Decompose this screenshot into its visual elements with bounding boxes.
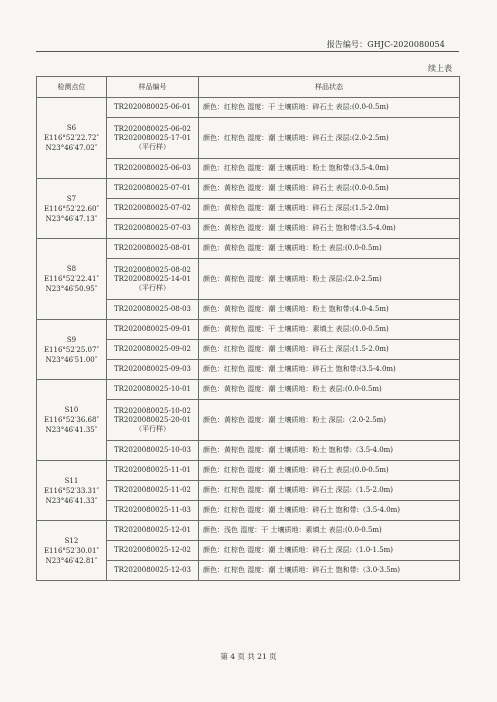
sample-code: TR2020080025-07-03 bbox=[113, 224, 192, 232]
sample-code: （平行样） bbox=[135, 142, 170, 151]
sampling-point-cell bbox=[37, 320, 107, 380]
page-footer: 第 4 页 共 21 页 bbox=[220, 652, 277, 661]
sample-status-cell: 颜色：黄棕色 湿度：潮 土壤质地：粉土 表层:(0.0-0.5m) bbox=[199, 239, 460, 259]
sample-code-cell bbox=[107, 380, 199, 400]
point-lat: N23°46′41.35″ bbox=[45, 426, 98, 434]
sample-code: TR2020080025-07-02 bbox=[113, 204, 192, 212]
sample-code-cell bbox=[107, 400, 199, 441]
point-name: S7 bbox=[66, 194, 77, 203]
sample-code: TR2020080025-09-01 bbox=[113, 325, 192, 333]
sample-status-cell: 颜色：浅色 湿度：干 土壤质地：素填土 表层:(0.0-0.5m) bbox=[199, 521, 460, 541]
point-lon: E116°52′25.07″ bbox=[43, 345, 100, 354]
sample-code-cell bbox=[107, 239, 199, 259]
header-status: 样品状态 bbox=[199, 77, 460, 98]
sample-code-cell bbox=[107, 320, 199, 340]
sample-code: TR2020080025-11-03 bbox=[113, 506, 192, 514]
point-name: S11 bbox=[64, 476, 79, 485]
sample-status-cell: 颜色：黄棕色 湿度：潮 土壤质地：碎石土 深层:(1.5-2.0m) bbox=[199, 199, 460, 219]
point-name: S12 bbox=[64, 536, 79, 545]
sampling-point-cell bbox=[37, 179, 107, 239]
sample-status-cell: 颜色：红棕色 湿度：潮 土壤质地：碎石土 深层:(1.5-2.0m) bbox=[199, 340, 460, 360]
sample-code: TR2020080025-06-02 bbox=[113, 124, 192, 133]
sample-code: TR2020080025-14-01 bbox=[113, 274, 192, 283]
table-body bbox=[37, 98, 460, 581]
point-lon: E116°52′22.41″ bbox=[43, 275, 100, 283]
table-row bbox=[37, 179, 460, 199]
point-name: S6 bbox=[66, 124, 77, 132]
sample-code: TR2020080025-12-03 bbox=[113, 566, 192, 574]
point-lat: N23°46′42.81″ bbox=[45, 556, 98, 565]
sample-code-cell bbox=[107, 501, 199, 521]
sample-code-cell bbox=[107, 521, 199, 541]
sample-code: TR2020080025-11-02 bbox=[113, 486, 192, 494]
sample-code-cell bbox=[107, 481, 199, 501]
sample-status-cell: 颜色：红棕色 湿度：潮 土壤质地：碎石土 表层:(0.0-0.5m) bbox=[199, 461, 460, 481]
sample-code-cell bbox=[107, 561, 199, 581]
sample-code: TR2020080025-09-02 bbox=[113, 345, 192, 353]
sampling-point-cell bbox=[37, 380, 107, 461]
point-lon: E116°52′36.68″ bbox=[43, 416, 100, 424]
header-rule bbox=[36, 51, 459, 52]
sampling-point-cell bbox=[37, 461, 107, 521]
sample-code: TR2020080025-10-02 bbox=[113, 406, 192, 415]
sampling-point-cell bbox=[37, 521, 107, 581]
sample-code-cell bbox=[107, 118, 199, 159]
header-point: 检测点位 bbox=[37, 77, 107, 98]
header-code: 样品编号 bbox=[107, 77, 199, 98]
sample-code-cell bbox=[107, 159, 199, 179]
sample-code: TR2020080025-12-02 bbox=[113, 546, 192, 554]
sample-status-cell: 颜色：黄棕色 湿度：潮 土壤质地：粉土 表层:(0.0-0.5m) bbox=[199, 380, 460, 400]
sample-status-cell: 颜色：红棕色 湿度：潮 土壤质地：碎石土 饱和带:（3.5-4.0m) bbox=[199, 501, 460, 521]
sample-code-cell bbox=[107, 219, 199, 239]
sample-code: TR2020080025-08-02 bbox=[113, 265, 192, 274]
sample-code: TR2020080025-10-03 bbox=[113, 446, 192, 454]
point-name: S8 bbox=[66, 265, 77, 273]
table-row bbox=[37, 461, 460, 481]
sample-code: TR2020080025-10-01 bbox=[113, 385, 192, 393]
sample-code: （平行样） bbox=[135, 283, 170, 292]
table-header-row bbox=[37, 77, 460, 98]
sample-code-cell bbox=[107, 98, 199, 118]
sample-code-cell bbox=[107, 461, 199, 481]
sample-code-cell bbox=[107, 340, 199, 360]
point-lon: E116°52′22.60″ bbox=[43, 204, 100, 213]
table-row bbox=[37, 239, 460, 259]
table-row bbox=[37, 98, 460, 118]
sample-code: TR2020080025-12-01 bbox=[113, 526, 192, 534]
sample-code: TR2020080025-11-01 bbox=[113, 466, 192, 474]
sample-code: TR2020080025-20-01 bbox=[113, 415, 192, 424]
sample-code-cell bbox=[107, 259, 199, 300]
sample-status-cell: 颜色：黄棕色 湿度：干 土壤质地：素填土 表层:(0.0-0.5m) bbox=[199, 320, 460, 340]
sample-status-cell: 颜色：黄棕色 湿度：潮 土壤质地：粉土 饱和带:（3.5-4.0m) bbox=[199, 441, 460, 461]
point-name: S9 bbox=[66, 335, 77, 344]
sample-status-cell: 颜色：黄棕色 湿度：潮 土壤质地：粉土 深层:（2.0-2.5m) bbox=[199, 400, 460, 441]
continued-label: 续上表 bbox=[428, 64, 452, 73]
report-number: 报告编号：GHJC-2020080054 bbox=[326, 40, 445, 49]
point-lat: N23°46′50.95″ bbox=[45, 285, 98, 293]
sample-code: TR2020080025-06-03 bbox=[113, 164, 192, 172]
sample-code: （平行样） bbox=[135, 424, 170, 433]
table-row bbox=[37, 320, 460, 340]
point-name: S10 bbox=[64, 406, 79, 414]
sample-table bbox=[36, 76, 460, 581]
sample-status-cell: 颜色：黄棕色 湿度：潮 土壤质地：碎石土 饱和带:(3.5-4.0m) bbox=[199, 219, 460, 239]
sampling-point-cell bbox=[37, 239, 107, 320]
sampling-point-cell bbox=[37, 98, 107, 179]
point-lat: N23°46′51.00″ bbox=[45, 355, 98, 364]
sample-code: TR2020080025-09-03 bbox=[113, 365, 192, 373]
sample-status-cell: 颜色：红棕色 湿度：干 土壤质地：碎石土 表层:(0.0-0.5m) bbox=[199, 98, 460, 118]
sample-code-cell bbox=[107, 199, 199, 219]
sample-status-cell: 颜色：红棕色 湿度：潮 土壤质地：碎石土 饱和带:（3.0-3.5m) bbox=[199, 561, 460, 581]
point-lon: E116°52′33.31″ bbox=[43, 486, 100, 495]
point-lat: N23°46′47.02″ bbox=[45, 144, 98, 152]
sample-code-cell bbox=[107, 179, 199, 199]
sample-status-cell: 颜色：红棕色 湿度：潮 土壤质地：碎石土 深层:（1.0-1.5m) bbox=[199, 541, 460, 561]
point-lat: N23°46′41.33″ bbox=[45, 496, 98, 505]
sample-status-cell: 颜色：红棕色 湿度：潮 土壤质地：碎石土 深层:（1.5-2.0m) bbox=[199, 481, 460, 501]
sample-status-cell: 颜色：红棕色 湿度：潮 土壤质地：碎石土 饱和带:(3.5-4.0m) bbox=[199, 360, 460, 380]
sample-status-cell: 颜色：红棕色 湿度：潮 土壤质地：粉土 饱和带:(3.5-4.0m) bbox=[199, 159, 460, 179]
point-lat: N23°46′47.13″ bbox=[45, 214, 98, 223]
sample-status-cell: 颜色：黄棕色 湿度：潮 土壤质地：粉土 深层:(2.0-2.5m) bbox=[199, 259, 460, 300]
sample-status-cell: 颜色：红棕色 湿度：潮 土壤质地：碎石土 深层:(2.0-2.5m) bbox=[199, 118, 460, 159]
sample-code-cell bbox=[107, 360, 199, 380]
sample-code: TR2020080025-06-01 bbox=[113, 103, 192, 111]
sample-code-cell bbox=[107, 541, 199, 561]
sample-code: TR2020080025-17-01 bbox=[113, 133, 192, 142]
sample-status-cell: 颜色：黄棕色 湿度：潮 土壤质地：碎石土 表层:(0.0-0.5m) bbox=[199, 179, 460, 199]
point-lon: E116°52′22.72″ bbox=[43, 134, 100, 142]
sample-code: TR2020080025-08-03 bbox=[113, 305, 192, 313]
point-lon: E116°52′30.01″ bbox=[43, 546, 100, 555]
sample-status-cell: 颜色：黄棕色 湿度：潮 土壤质地：粉土 饱和带:(4.0-4.5m) bbox=[199, 300, 460, 320]
sample-code-cell bbox=[107, 441, 199, 461]
table-row bbox=[37, 380, 460, 400]
table-row bbox=[37, 521, 460, 541]
sample-code: TR2020080025-07-01 bbox=[113, 184, 192, 192]
sample-code-cell bbox=[107, 300, 199, 320]
sample-code: TR2020080025-08-01 bbox=[113, 244, 192, 252]
